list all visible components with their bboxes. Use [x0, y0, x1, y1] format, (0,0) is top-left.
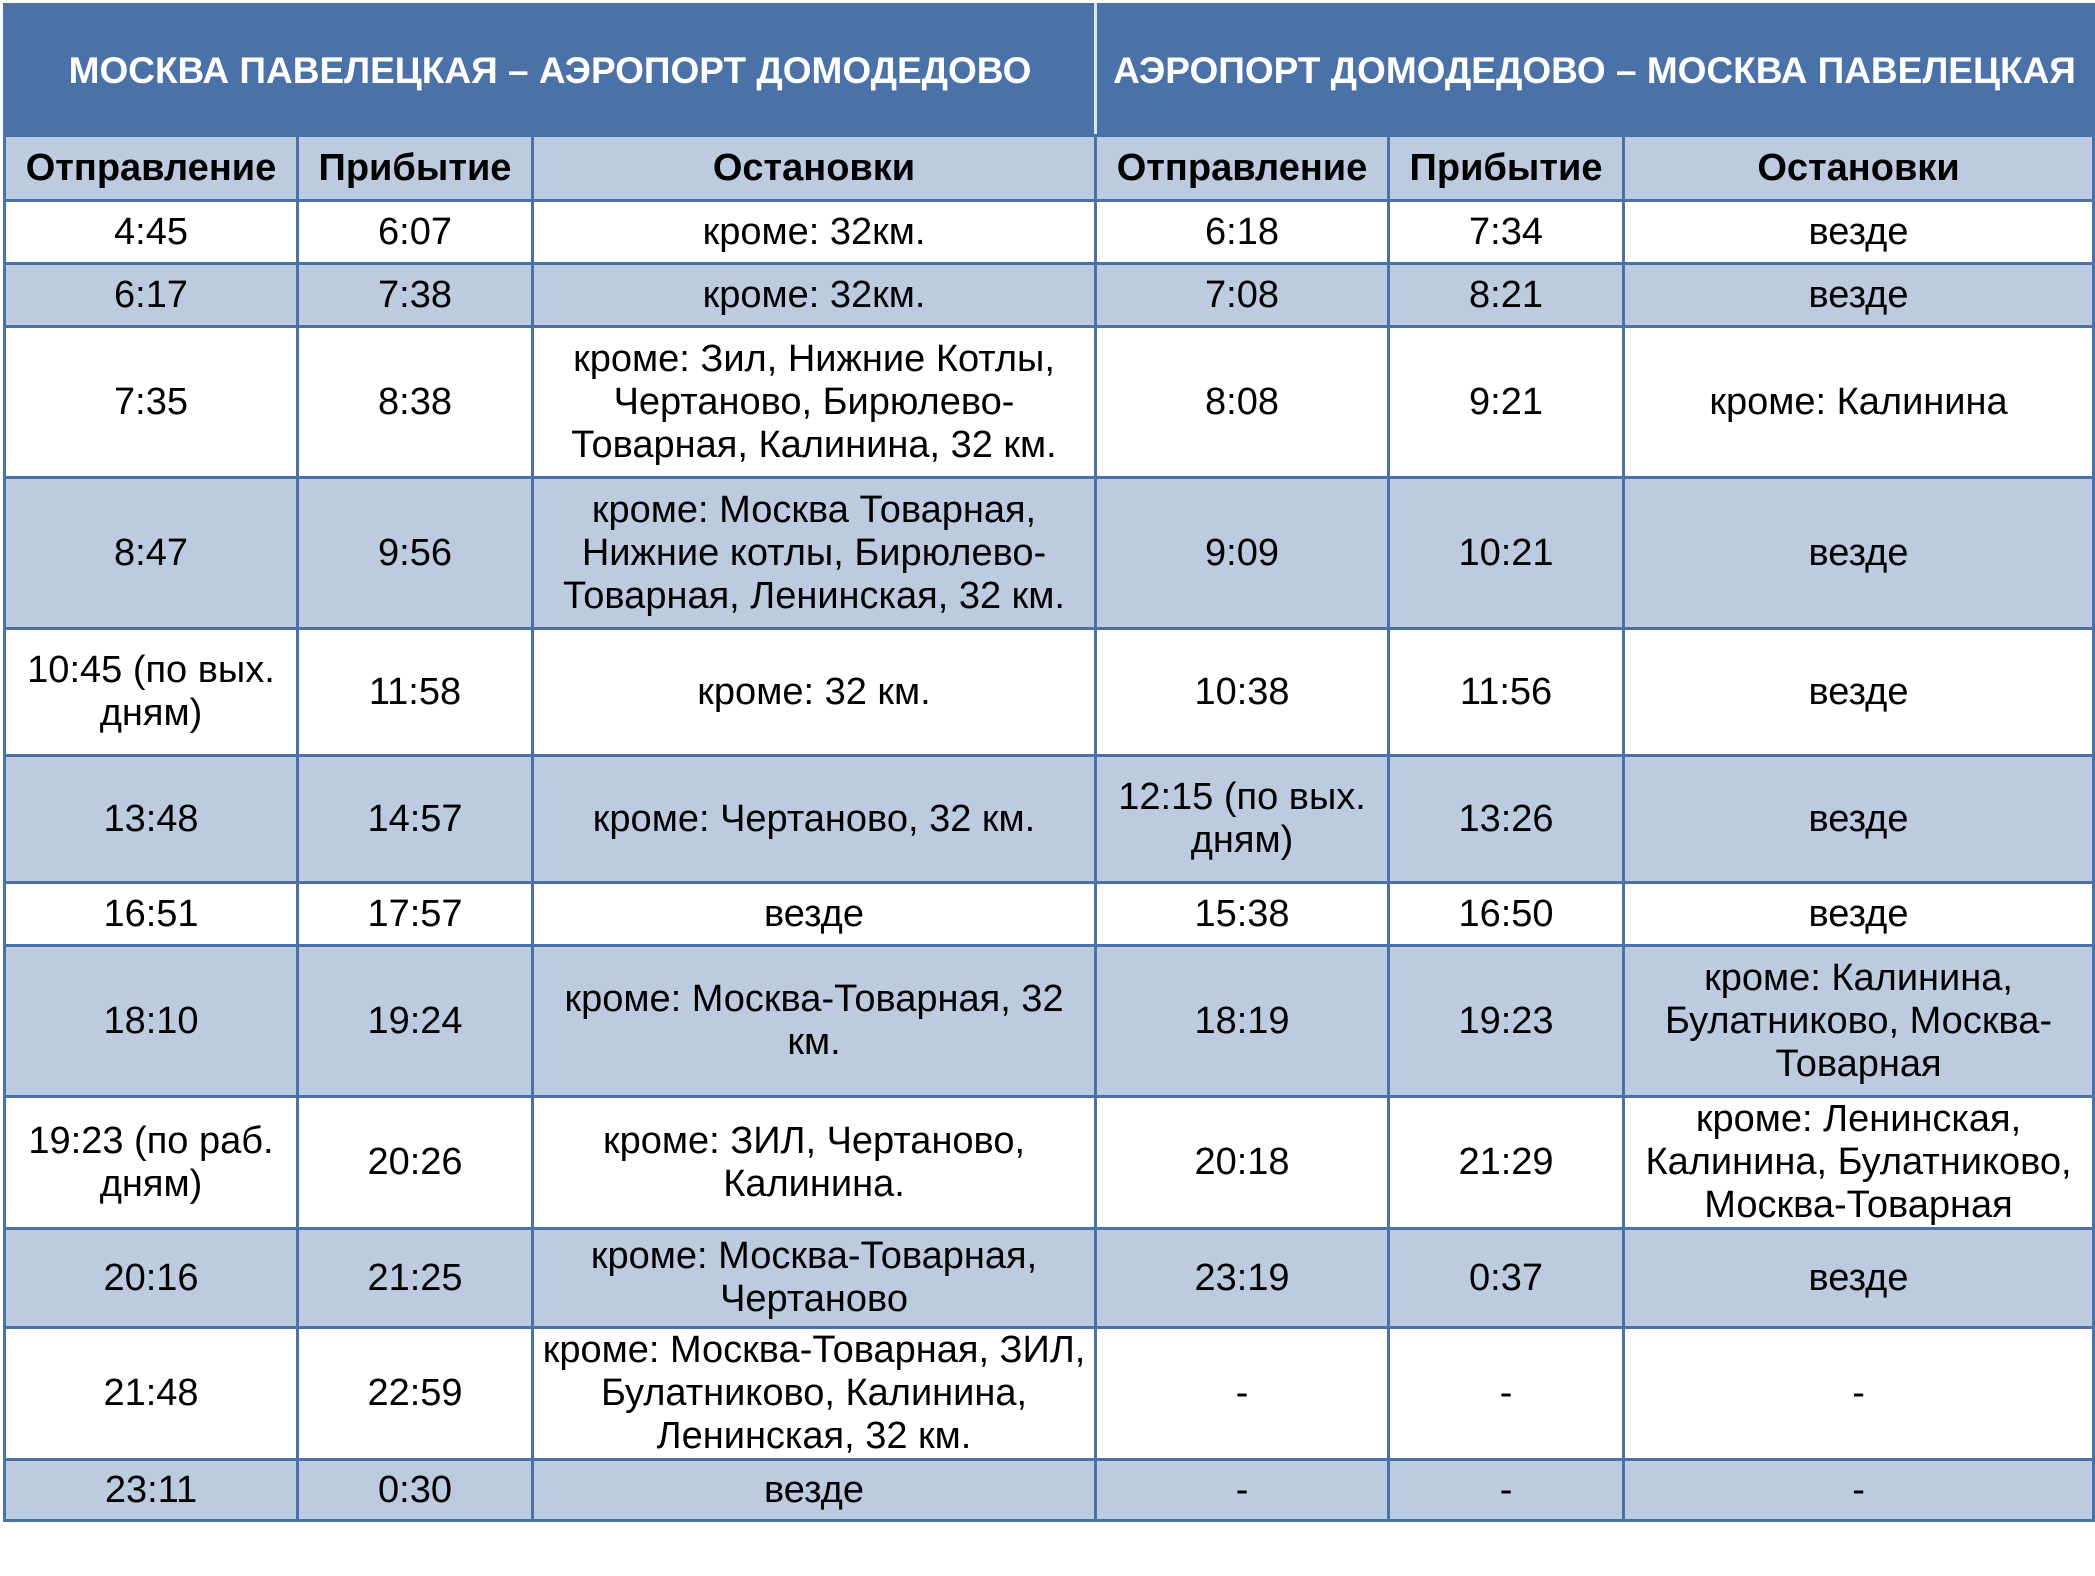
departure-cell: 12:15 (по вых. дням): [1096, 756, 1389, 883]
direction-title-row: [5, 5, 2094, 136]
table-row: [5, 946, 2094, 1097]
stops-cell: кроме: Калинина, Булатниково, Москва-Товарная: [1624, 946, 2094, 1097]
stops-cell: везде: [533, 1460, 1096, 1521]
stops-cell: везде: [1624, 264, 2094, 327]
stops-cell: кроме: Москва-Товарная, ЗИЛ, Булатниково, Калинина, Ленинская, 32 км.: [533, 1328, 1096, 1460]
arrival-cell: 0:30: [298, 1460, 533, 1521]
arrival-cell: 20:26: [298, 1097, 533, 1229]
stops-cell: кроме: 32км.: [533, 264, 1096, 327]
departure-cell: 10:45 (по вых. дням): [5, 629, 298, 756]
stops-cell: -: [1624, 1460, 2094, 1521]
stops-cell: везде: [1624, 201, 2094, 264]
table-row: [5, 629, 2094, 756]
departure-cell: 15:38: [1096, 883, 1389, 946]
arrival-cell: 21:29: [1389, 1097, 1624, 1229]
direction-title-to-airport: МОСКВА ПАВЕЛЕЦКАЯ – АЭРОПОРТ ДОМОДЕДОВО: [5, 5, 1096, 136]
stops-cell: кроме: Ленинская, Калинина, Булатниково, Москва-Товарная: [1624, 1097, 2094, 1229]
table-row: [5, 478, 2094, 629]
departure-cell: -: [1096, 1328, 1389, 1460]
arrival-cell: 9:56: [298, 478, 533, 629]
stops-cell: везде: [1624, 1229, 2094, 1328]
arrival-cell: 16:50: [1389, 883, 1624, 946]
departure-cell: 16:51: [5, 883, 298, 946]
arrival-cell: 11:56: [1389, 629, 1624, 756]
table-row: [5, 201, 2094, 264]
arrival-cell: 21:25: [298, 1229, 533, 1328]
column-header-stops: Остановки: [533, 136, 1096, 201]
departure-cell: 18:19: [1096, 946, 1389, 1097]
table-row: [5, 1328, 2094, 1460]
departure-cell: -: [1096, 1460, 1389, 1521]
column-header-departure: Отправление: [5, 136, 298, 201]
departure-cell: 21:48: [5, 1328, 298, 1460]
table-row: [5, 883, 2094, 946]
table-row: [5, 756, 2094, 883]
departure-cell: 19:23 (по раб. дням): [5, 1097, 298, 1229]
stops-cell: везде: [1624, 629, 2094, 756]
arrival-cell: 19:23: [1389, 946, 1624, 1097]
stops-cell: кроме: 32 км.: [533, 629, 1096, 756]
arrival-cell: 19:24: [298, 946, 533, 1097]
departure-cell: 4:45: [5, 201, 298, 264]
stops-cell: кроме: Зил, Нижние Котлы, Чертаново, Бирюлево-Товарная, Калинина, 32 км.: [533, 327, 1096, 478]
stops-cell: -: [1624, 1328, 2094, 1460]
column-header-departure: Отправление: [1096, 136, 1389, 201]
stops-cell: кроме: Москва Товарная, Нижние котлы, Бирюлево-Товарная, Ленинская, 32 км.: [533, 478, 1096, 629]
column-header-stops: Остановки: [1624, 136, 2094, 201]
departure-cell: 9:09: [1096, 478, 1389, 629]
departure-cell: 7:35: [5, 327, 298, 478]
arrival-cell: 17:57: [298, 883, 533, 946]
departure-cell: 8:47: [5, 478, 298, 629]
stops-cell: кроме: Калинина: [1624, 327, 2094, 478]
arrival-cell: 22:59: [298, 1328, 533, 1460]
arrival-cell: -: [1389, 1460, 1624, 1521]
stops-cell: везде: [1624, 756, 2094, 883]
departure-cell: 7:08: [1096, 264, 1389, 327]
table-row: [5, 1460, 2094, 1521]
stops-cell: везде: [533, 883, 1096, 946]
departure-cell: 10:38: [1096, 629, 1389, 756]
departure-cell: 20:16: [5, 1229, 298, 1328]
column-header-row: [5, 136, 2094, 201]
stops-cell: везде: [1624, 883, 2094, 946]
table-row: [5, 1229, 2094, 1328]
departure-cell: 20:18: [1096, 1097, 1389, 1229]
stops-cell: кроме: 32км.: [533, 201, 1096, 264]
arrival-cell: 9:21: [1389, 327, 1624, 478]
departure-cell: 18:10: [5, 946, 298, 1097]
table-row: [5, 264, 2094, 327]
arrival-cell: 10:21: [1389, 478, 1624, 629]
arrival-cell: 6:07: [298, 201, 533, 264]
column-header-arrival: Прибытие: [298, 136, 533, 201]
direction-title-to-city: АЭРОПОРТ ДОМОДЕДОВО – МОСКВА ПАВЕЛЕЦКАЯ: [1096, 5, 2094, 136]
arrival-cell: 7:38: [298, 264, 533, 327]
departure-cell: 13:48: [5, 756, 298, 883]
arrival-cell: -: [1389, 1328, 1624, 1460]
stops-cell: кроме: Чертаново, 32 км.: [533, 756, 1096, 883]
stops-cell: кроме: ЗИЛ, Чертаново, Калинина.: [533, 1097, 1096, 1229]
table-row: [5, 1097, 2094, 1229]
stops-cell: везде: [1624, 478, 2094, 629]
arrival-cell: 14:57: [298, 756, 533, 883]
train-schedule-table: [3, 3, 2095, 1522]
arrival-cell: 7:34: [1389, 201, 1624, 264]
arrival-cell: 8:21: [1389, 264, 1624, 327]
arrival-cell: 13:26: [1389, 756, 1624, 883]
departure-cell: 23:11: [5, 1460, 298, 1521]
arrival-cell: 8:38: [298, 327, 533, 478]
column-header-arrival: Прибытие: [1389, 136, 1624, 201]
departure-cell: 8:08: [1096, 327, 1389, 478]
stops-cell: кроме: Москва-Товарная, Чертаново: [533, 1229, 1096, 1328]
departure-cell: 6:17: [5, 264, 298, 327]
departure-cell: 23:19: [1096, 1229, 1389, 1328]
arrival-cell: 0:37: [1389, 1229, 1624, 1328]
stops-cell: кроме: Москва-Товарная, 32 км.: [533, 946, 1096, 1097]
arrival-cell: 11:58: [298, 629, 533, 756]
departure-cell: 6:18: [1096, 201, 1389, 264]
table-row: [5, 327, 2094, 478]
